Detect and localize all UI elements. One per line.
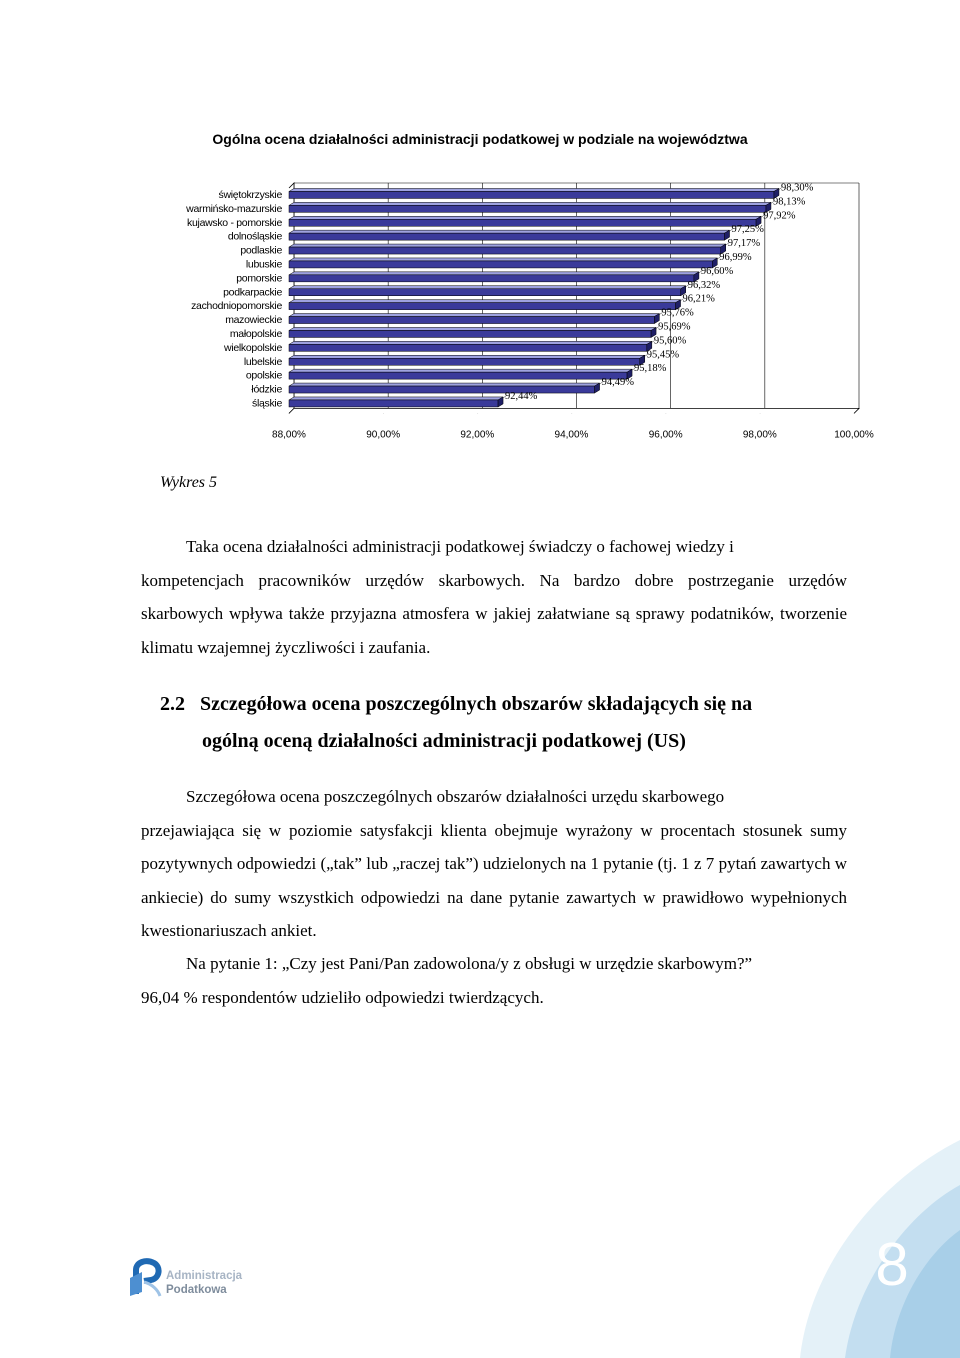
bar: [289, 219, 756, 226]
chart-category-labels: [185, 189, 282, 410]
bar: [289, 303, 676, 310]
bar: [289, 275, 694, 282]
x-tick-label: 92,00%: [460, 429, 495, 440]
bar-top: [289, 327, 656, 330]
section-number: 2.2: [160, 693, 185, 715]
bar: [289, 261, 712, 268]
category-label: dolnośląskie: [227, 230, 282, 243]
bar: [289, 372, 627, 379]
paragraph-1: [141, 530, 847, 664]
category-label: opolskie: [245, 369, 282, 382]
chart-title: Ogólna ocena działalności administracji podatkowej w podziale na województwa: [212, 131, 748, 147]
page-number: 8: [875, 1231, 909, 1298]
category-label: podlaskie: [240, 244, 282, 257]
category-label: lubelskie: [243, 355, 282, 368]
bar-top: [289, 286, 686, 289]
bar-top: [289, 341, 652, 344]
logo-text-podatkowa: Podatkowa: [166, 1284, 227, 1296]
bar-top: [289, 188, 779, 191]
x-tick-label: 88,00%: [272, 429, 306, 440]
bar: [289, 400, 498, 407]
section-heading: [160, 686, 860, 760]
bar-top: [289, 314, 659, 317]
bar-top: [289, 397, 503, 400]
value-label: 97,25%: [731, 224, 764, 236]
section-heading-line-1: Szczegółowa ocena poszczególnych obszarów składających się na: [200, 693, 753, 715]
category-label: wielkopolskie: [224, 341, 282, 354]
x-tick-label: 90,00%: [366, 429, 401, 440]
value-label: 92,44%: [505, 390, 538, 402]
category-label: świętokrzyskie: [218, 188, 282, 201]
bar-chart: [0, 0, 960, 440]
paragraph-3-body: 96,04 % respondentów udzieliło odpowiedzi twierdzących.: [141, 987, 544, 1007]
bar-top: [289, 216, 761, 219]
paragraph-3: [141, 947, 847, 1014]
category-label: podkarpackie: [223, 286, 282, 299]
section-heading-line-2: ogólną oceną działalności administracji podatkowej (US): [202, 730, 686, 752]
x-tick-label: 98,00%: [742, 429, 777, 440]
category-label: pomorskie: [236, 272, 282, 285]
category-label: zachodniopomorskie: [191, 300, 282, 313]
bar-top: [289, 244, 726, 247]
paragraph-1-first-line: Taka ocena działalności administracji podatkowej świadczy o fachowej wiedzy i: [186, 537, 734, 556]
logo-text-administracja: Administracja: [166, 1270, 243, 1282]
bar-top: [289, 230, 730, 233]
x-tick-label: 94,00%: [554, 429, 589, 440]
paragraph-3-first-line: Na pytanie 1: „Czy jest Pani/Pan zadowolona/y z obsługi w urzędzie skarbowym?”: [186, 954, 753, 973]
value-label: 94,49%: [601, 377, 634, 389]
value-label: 96,32%: [687, 279, 721, 291]
bar-top: [289, 272, 699, 275]
value-label: 95,69%: [658, 321, 691, 333]
paragraph-2-first-line: Szczegółowa ocena poszczególnych obszarów działalności urzędu skarbowego: [186, 787, 725, 806]
value-label: 96,21%: [682, 293, 715, 305]
category-label: mazowieckie: [225, 314, 282, 327]
bar: [289, 233, 725, 240]
bar: [289, 317, 654, 324]
x-tick-label: 96,00%: [648, 429, 683, 440]
bar: [289, 247, 721, 254]
bar: [289, 191, 774, 198]
paragraph-1-body: kompetencjach pracowników urzędów skarbowych. Na bardzo dobre postrzeganie urzędów skarbowych wpływa także przyjazna atmosfera w jakiej załatwiane są sprawy podatników, tworzenie klimatu wzajemnej życzliwości i zaufania.: [141, 570, 847, 657]
value-label: 97,17%: [727, 238, 761, 250]
category-label: kujawsko - pomorskie: [187, 216, 282, 229]
bar-top: [289, 300, 681, 303]
bar: [289, 344, 647, 351]
value-label: 95,45%: [646, 349, 680, 361]
value-label: 96,99%: [719, 251, 752, 263]
value-label: 95,60%: [653, 335, 687, 347]
value-label: 98,30%: [780, 182, 814, 194]
chart-tick-labels: [272, 429, 874, 440]
x-tick-label: 100,00%: [834, 429, 874, 440]
value-label: 98,13%: [772, 196, 806, 208]
category-label: łódzkie: [251, 383, 282, 396]
bar: [289, 330, 651, 337]
floor: [289, 408, 859, 413]
category-label: małopolskie: [229, 327, 282, 340]
administracja-podatkowa-logo-icon: [130, 1258, 164, 1298]
bar-top: [289, 355, 645, 358]
bar-top: [289, 258, 717, 261]
category-label: śląskie: [252, 397, 282, 410]
category-label: lubuskie: [245, 258, 282, 271]
bar: [289, 386, 595, 393]
paragraph-2: [141, 780, 847, 948]
figure-caption: Wykres 5: [160, 474, 218, 491]
bar: [289, 358, 640, 365]
bar-top: [289, 369, 632, 372]
bar: [289, 289, 681, 296]
bar-top: [289, 383, 600, 386]
value-label: 95,76%: [661, 307, 694, 319]
category-label: warmińsko-mazurskie: [186, 202, 282, 215]
value-label: 96,60%: [700, 265, 734, 277]
value-label: 95,18%: [634, 363, 667, 375]
paragraph-2-body: przejawiająca się w poziomie satysfakcji klienta obejmuje wyrażony w procentach stosunek sumy pozytywnych odpowiedzi („tak” lub „raczej tak”) udzielonych na 1 pytanie (tj. 1 z 7 pytań zawartych w ankiecie) do sumy wszystkich odpowiedzi na dane pytanie zawartych w prawidłowo wypełnionych kwestionariuszach ankiet.: [141, 820, 847, 940]
bar: [289, 205, 766, 212]
bar-top: [289, 202, 771, 205]
value-label: 97,92%: [763, 210, 796, 222]
